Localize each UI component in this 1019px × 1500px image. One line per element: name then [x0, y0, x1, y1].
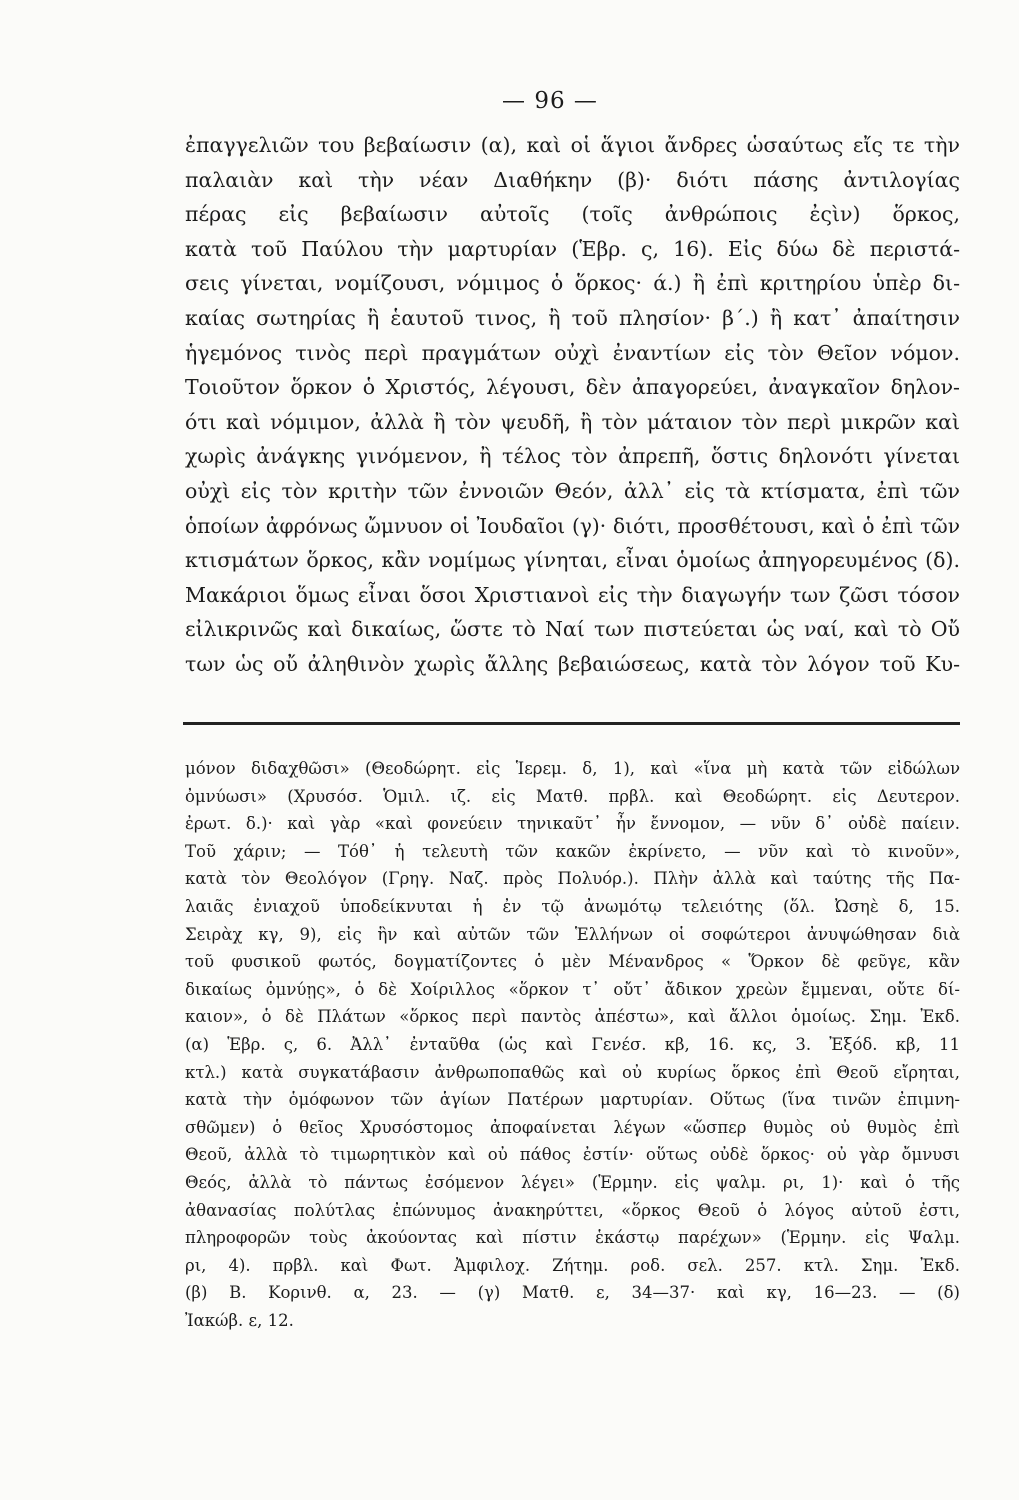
footnote-line: κτλ.) κατὰ συγκατάβασιν ἀνθρωποπαθῶς καὶ οὐ κυρίως ὅρκος ἐπὶ Θεοῦ εἴρηται, — [185, 1062, 960, 1082]
footnote-line: σθῶμεν) ὁ θεῖος Χρυσόστομος ἀποφαίνεται λέγων «ὥσπερ θυμὸς οὐ θυμὸς ἐπὶ — [185, 1117, 960, 1137]
text-line: κατὰ τοῦ Παύλου τὴν μαρτυρίαν (Ἑβρ. ς, 16). Εἰς δύω δὲ περιστά- — [185, 236, 960, 261]
text-line: χωρὶς ἀνάγκης γινόμενον, ἢ τέλος τὸν ἀπρεπῆ, ὅστις δηλονότι γίνεται — [185, 444, 960, 469]
footnote-line: Θεοῦ, ἀλλὰ τὸ τιμωρητικὸν καὶ οὐ πάθος ἐστίν· οὕτως οὐδὲ ὅρκος· οὐ γὰρ ὄμνυσι — [185, 1145, 960, 1165]
text-line: Μακάριοι ὅμως εἶναι ὅσοι Χριστιανοὶ εἰς τὴν διαγωγήν των ζῶσι τόσον — [185, 582, 960, 607]
text-line: ἐπαγγελιῶν του βεβαίωσιν (α), καὶ οἱ ἅγιοι ἄνδρες ὡσαύτως εἴς τε τὴν — [185, 133, 960, 157]
footnote-line: κατὰ τὸν Θεολόγον (Γρηγ. Ναζ. πρὸς Πολυόρ.). Πλὴν ἀλλὰ καὶ ταύτης τῆς Πα- — [185, 869, 960, 889]
text-line: κτισμάτων ὅρκος, κἂν νομίμως γίνηται, εἶναι ὁμοίως ἀπηγορευμένος (δ). — [185, 548, 960, 573]
footnote-line: τοῦ φυσικοῦ φωτός, δογματίζοντες ὁ μὲν Μένανδρος « Ὅρκον δὲ φεῦγε, κἂν — [185, 952, 960, 972]
footnote-line: πληροφορῶν τοὺς ἀκούοντας καὶ πίστιν ἑκάστῳ παρέχων» (Ἑρμην. εἰς Ψαλμ. — [185, 1228, 960, 1248]
footnote-line: ὀμνύωσι» (Χρυσόσ. Ὁμιλ. ιζ. εἰς Ματθ. πρβλ. καὶ Θεοδώρητ. εἰς Δευτερον. — [185, 786, 960, 806]
footnote-separator — [183, 722, 960, 725]
text-line: Τοιοῦτον ὅρκον ὁ Χριστός, λέγουσι, δὲν ἀπαγορεύει, ἀναγκαῖον δηλον- — [185, 375, 960, 400]
footnote-line: δικαίως ὀμνύῃς», ὁ δὲ Χοίριλλος «ὅρκον τ᾽ οὔτ᾽ ἄδικον χρεὼν ἔμμεναι, οὔτε δί- — [185, 979, 960, 999]
text-line: των ὡς οὔ ἀληθινὸν χωρὶς ἄλλης βεβαιώσεως, κατὰ τὸν λόγον τοῦ Κυ- — [185, 651, 960, 676]
text-line: ότι καὶ νόμιμον, ἀλλὰ ἢ τὸν ψευδῆ, ἢ τὸν μάταιον τὸν περὶ μικρῶν καὶ — [185, 409, 960, 434]
footnote-line: μόνον διδαχθῶσι» (Θεοδώρητ. εἰς Ἱερεμ. δ, 1), καὶ «ἵνα μὴ κατὰ τῶν εἰδώλων — [185, 759, 960, 778]
footnote-line: ἐρωτ. δ.)· καὶ γὰρ «καὶ φονεύειν τηνικαῦτ᾽ ἦν ἔννομον, — νῦν δ᾽ οὐδὲ παίειν. — [185, 814, 960, 834]
main-text — [185, 128, 960, 682]
text-line: παλαιὰν καὶ τὴν νέαν Διαθήκην (β)· διότι πάσης ἀντιλογίας — [185, 167, 960, 192]
footnote-line: (β) Β. Κορινθ. α, 23. — (γ) Ματθ. ε, 34—37· καὶ κγ, 16—23. — (δ) — [185, 1283, 960, 1303]
footnote-line: ρι, 4). πρβλ. καὶ Φωτ. Ἀμφιλοχ. Ζήτημ. ροδ. σελ. 257. κτλ. Σημ. Ἐκδ. — [185, 1255, 960, 1275]
text-line: οὐχὶ εἰς τὸν κριτὴν τῶν ἐννοιῶν Θεόν, ἀλλ᾽ εἰς τὰ κτίσματα, ἐπὶ τῶν — [185, 478, 960, 503]
footnote-line: Τοῦ χάριν; — Τόθ᾽ ἡ τελευτὴ τῶν κακῶν ἐκρίνετο, — νῦν καὶ τὸ κινοῦν», — [185, 841, 960, 861]
footnote-line: καιον», ὁ δὲ Πλάτων «ὅρκος περὶ παντὸς ἀπέστω», καὶ ἄλλοι ὁμοίως. Σημ. Ἐκδ. — [185, 1007, 960, 1027]
footnote-line: Θεός, ἀλλὰ τὸ πάντως ἐσόμενον λέγει» (Ἑρμην. εἰς ψαλμ. ρι, 1)· καὶ ὁ τῆς — [185, 1172, 960, 1192]
footnote-line: Ἰακώβ. ε, 12. — [185, 1310, 294, 1330]
footnote-line: ἀθανασίας πολύτλας ἐπώνυμος ἀνακηρύττει, «ὅρκος Θεοῦ ὁ λόγος αὐτοῦ ἐστι, — [185, 1200, 960, 1220]
page-number: — 96 — — [502, 88, 598, 114]
footnote-line: Σειρὰχ κγ, 9), εἰς ἣν καὶ αὐτῶν τῶν Ἑλλήνων οἱ σοφώτεροι ἀνυψώθησαν διὰ — [185, 924, 960, 944]
footnote-line: (α) Ἑβρ. ς, 6. Ἀλλ᾽ ἐνταῦθα (ὡς καὶ Γενέσ. κβ, 16. κς, 3. Ἐξόδ. κβ, 11 — [185, 1034, 960, 1054]
text-line: πέρας εἰς βεβαίωσιν αὐτοῖς (τοῖς ἀνθρώποις ἐςὶν) ὅρκος, — [185, 202, 960, 227]
text-line: ἡγεμόνος τινὸς περὶ πραγμάτων οὐχὶ ἐναντίων εἰς τὸν Θεῖον νόμον. — [185, 340, 960, 365]
text-line: ὁποίων ἀφρόνως ὤμνυον οἱ Ἰουδαῖοι (γ)· διότι, προσθέτουσι, καὶ ὁ ἐπὶ τῶν — [185, 513, 960, 538]
footnotes — [185, 755, 960, 1334]
footnote-line: λαιᾶς ἐνιαχοῦ ὑποδείκνυται ἡ ἐν τῷ ἀνωμότῳ τελειότης (ὅλ. Ὠσηὲ δ, 15. — [185, 896, 960, 916]
text-line: καίας σωτηρίας ἢ ἑαυτοῦ τινος, ἢ τοῦ πλησίον· β΄.) ἢ κατ᾽ ἀπαίτησιν — [185, 305, 960, 330]
footnote-line: κατὰ τὴν ὁμόφωνον τῶν ἁγίων Πατέρων μαρτυρίαν. Οὕτως (ἵνα τινῶν ἐπιμνη- — [185, 1090, 960, 1110]
text-line: σεις γίνεται, νομίζουσι, νόμιμος ὁ ὅρκος· ά.) ἢ ἐπὶ κριτηρίου ὑπὲρ δι- — [185, 271, 960, 296]
text-line: εἰλικρινῶς καὶ δικαίως, ὥστε τὸ Ναί των πιστεύεται ὡς ναί, καὶ τὸ Οὔ — [185, 617, 960, 642]
